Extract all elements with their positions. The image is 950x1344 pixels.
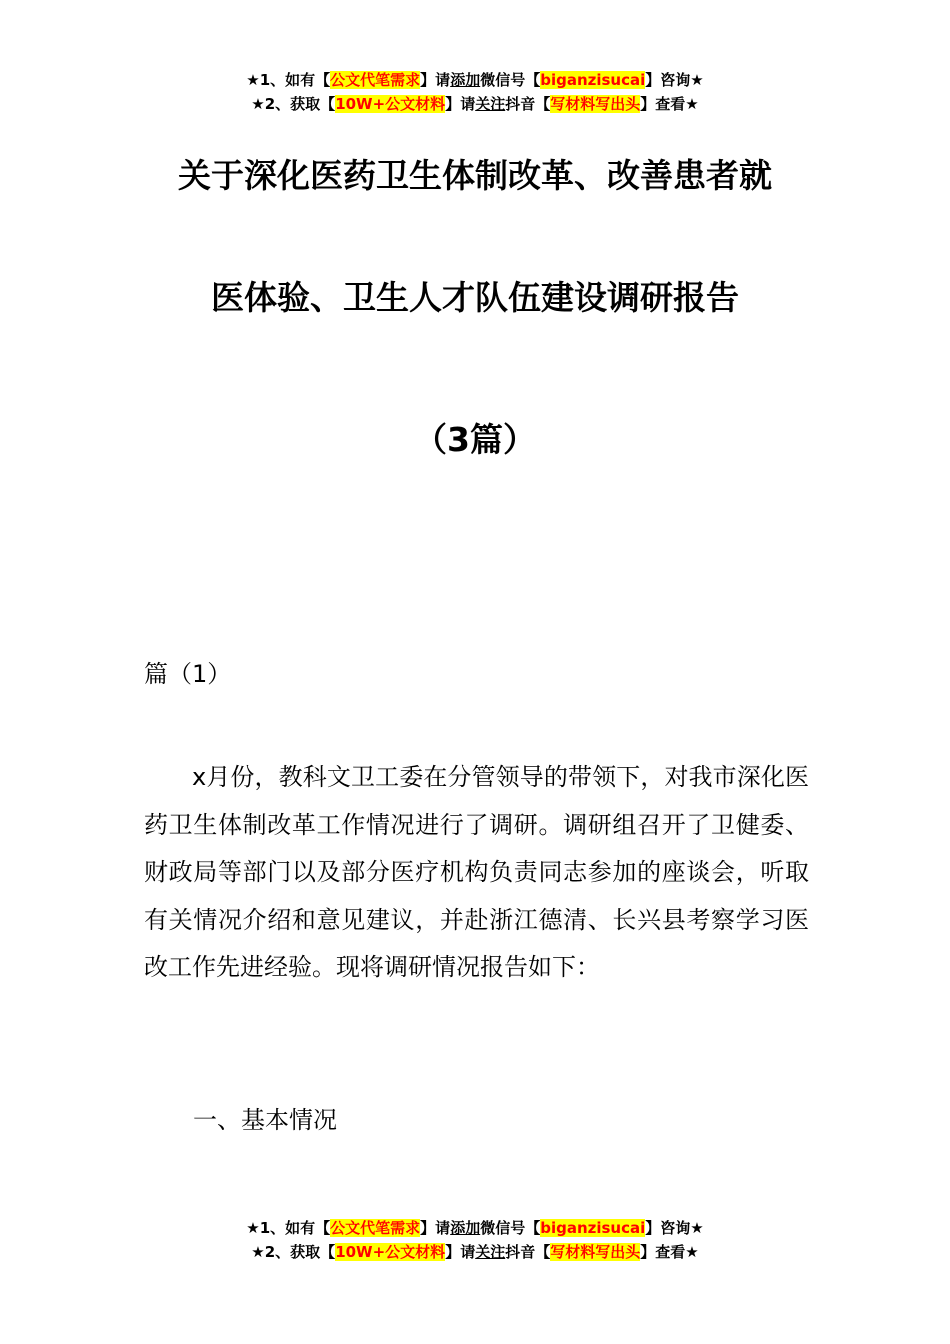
footer-banner: [0, 1216, 950, 1264]
section-heading-basic-situation: 一、基本情况: [193, 1106, 337, 1134]
highlight-douyin-account: 写材料写出头: [550, 95, 641, 113]
highlight-wechat-id: biganzisucai: [540, 71, 646, 89]
banner-line-1: ★1、如有【公文代笔需求】请添加微信号【biganzisucai】咨询★: [246, 71, 704, 89]
section-label: 篇（1）: [144, 660, 232, 688]
highlight-materials: 10W+公文材料: [335, 95, 446, 113]
intro-paragraph: x月份，教科文卫工委在分管领导的带领下，对我市深化医药卫生体制改革工作情况进行了调研。调研组召开了卫健委、财政局等部门以及部分医疗机构负责同志参加的座谈会，听取有关情况介绍和意见建议，并赴浙江德清、长兴县考察学习医改工作先进经验。现将调研情况报告如下：: [144, 763, 809, 982]
banner-line-2: ★2、获取【10W+公文材料】请关注抖音【写材料写出头】查看★: [251, 95, 699, 113]
document-title-line-2: 医体验、卫生人才队伍建设调研报告: [211, 278, 739, 317]
highlight-materials: 10W+公文材料: [335, 1243, 446, 1261]
document-title-line-1: 关于深化医药卫生体制改革、改善患者就: [178, 156, 772, 195]
highlight-writing-service: 公文代笔需求: [330, 1219, 421, 1237]
footer-line-2: ★2、获取【10W+公文材料】请关注抖音【写材料写出头】查看★: [251, 1243, 699, 1261]
highlight-douyin-account: 写材料写出头: [550, 1243, 641, 1261]
document-title-count: （3篇）: [414, 420, 536, 459]
header-banner: [0, 68, 950, 116]
footer-line-1: ★1、如有【公文代笔需求】请添加微信号【biganzisucai】咨询★: [246, 1219, 704, 1237]
highlight-writing-service: 公文代笔需求: [330, 71, 421, 89]
highlight-wechat-id: biganzisucai: [540, 1219, 646, 1237]
